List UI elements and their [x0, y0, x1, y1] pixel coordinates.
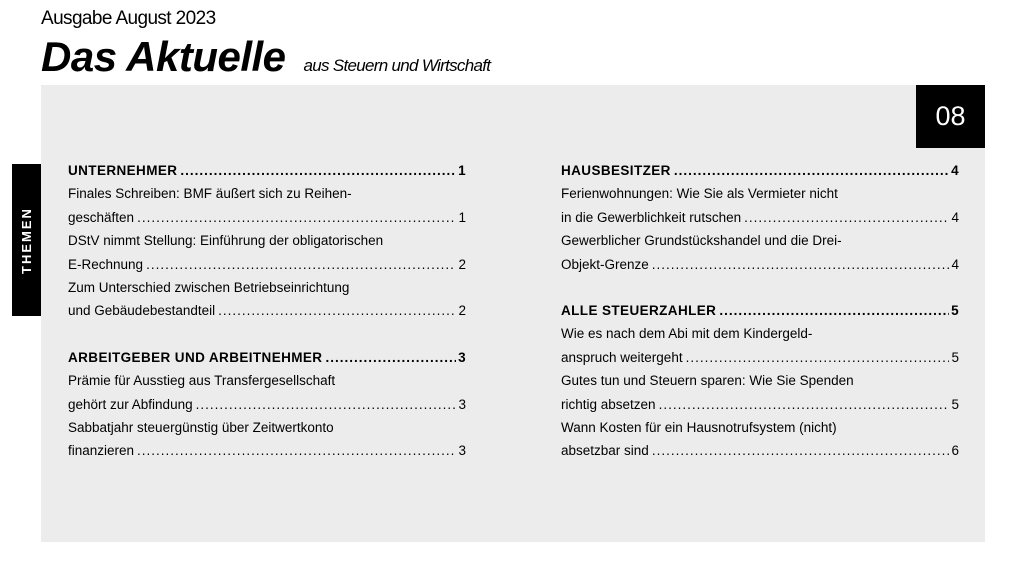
leader-dots	[719, 299, 949, 322]
toc-entry[interactable]: Gutes tun und Steuern sparen: Wie Sie Spenden richtig absetzen ..... 5	[561, 369, 959, 416]
toc-column-left	[68, 159, 466, 486]
leader-dots	[686, 346, 950, 369]
masthead	[41, 32, 490, 82]
toc-section-hausbesitzer	[561, 159, 959, 276]
toc-entry[interactable]: Gewerblicher Grundstückshandel und die Drei- Objekt-Grenze ..... 4	[561, 229, 959, 276]
toc-column-right	[561, 159, 959, 486]
toc-section-heading[interactable]: ARBEITGEBER UND ARBEITNEHMER ..... 3	[68, 346, 466, 369]
toc-entry[interactable]: Zum Unterschied zwischen Betriebseinrichtung und Gebäudebestandteil ..... 2	[68, 276, 466, 323]
leader-dots	[146, 253, 456, 276]
toc-section-arbeitgeber	[68, 346, 466, 463]
leader-dots	[652, 439, 950, 462]
toc-entry[interactable]: Sabbatjahr steuergünstig über Zeitwertkonto finanzieren ..... 3	[68, 416, 466, 463]
toc-entry[interactable]: Prämie für Ausstieg aus Transfergesellschaft gehört zur Abfindung ..... 3	[68, 369, 466, 416]
toc-entry[interactable]: Finales Schreiben: BMF äußert sich zu Reihen- geschäften ..... 1	[68, 182, 466, 229]
leader-dots	[196, 393, 457, 416]
publication-title: Das Aktuelle	[41, 33, 286, 80]
leader-dots	[659, 393, 950, 416]
leader-dots	[744, 206, 949, 229]
toc-entry[interactable]: DStV nimmt Stellung: Einführung der obligatorischen E-Rechnung ..... 2	[68, 229, 466, 276]
leader-dots	[218, 299, 456, 322]
leader-dots	[137, 206, 456, 229]
issue-label: Ausgabe August 2023	[41, 8, 216, 29]
leader-dots	[652, 253, 950, 276]
leader-dots	[180, 159, 456, 182]
leader-dots	[674, 159, 949, 182]
publication-subtitle: aus Steuern und Wirtschaft	[303, 56, 491, 75]
themen-side-tab	[12, 164, 41, 316]
side-tab-label: THEMEN	[19, 206, 35, 274]
toc-section-heading[interactable]: HAUSBESITZER ..... 4	[561, 159, 959, 182]
leader-dots	[137, 439, 456, 462]
toc-entry[interactable]: Wie es nach dem Abi mit dem Kindergeld- anspruch weitergeht ..... 5	[561, 322, 959, 369]
page-number-badge: 08	[916, 85, 985, 148]
toc-entry[interactable]: Ferienwohnungen: Wie Sie als Vermieter nicht in die Gewerblichkeit rutschen ..... 4	[561, 182, 959, 229]
leader-dots	[325, 346, 456, 369]
toc-section-alle-steuerzahler	[561, 299, 959, 463]
toc-entry[interactable]: Wann Kosten für ein Hausnotrufsystem (nicht) absetzbar sind ..... 6	[561, 416, 959, 463]
toc-section-unternehmer	[68, 159, 466, 323]
toc-section-heading[interactable]: ALLE STEUERZAHLER ..... 5	[561, 299, 959, 322]
toc-section-heading[interactable]: UNTERNEHMER ..... 1	[68, 159, 466, 182]
